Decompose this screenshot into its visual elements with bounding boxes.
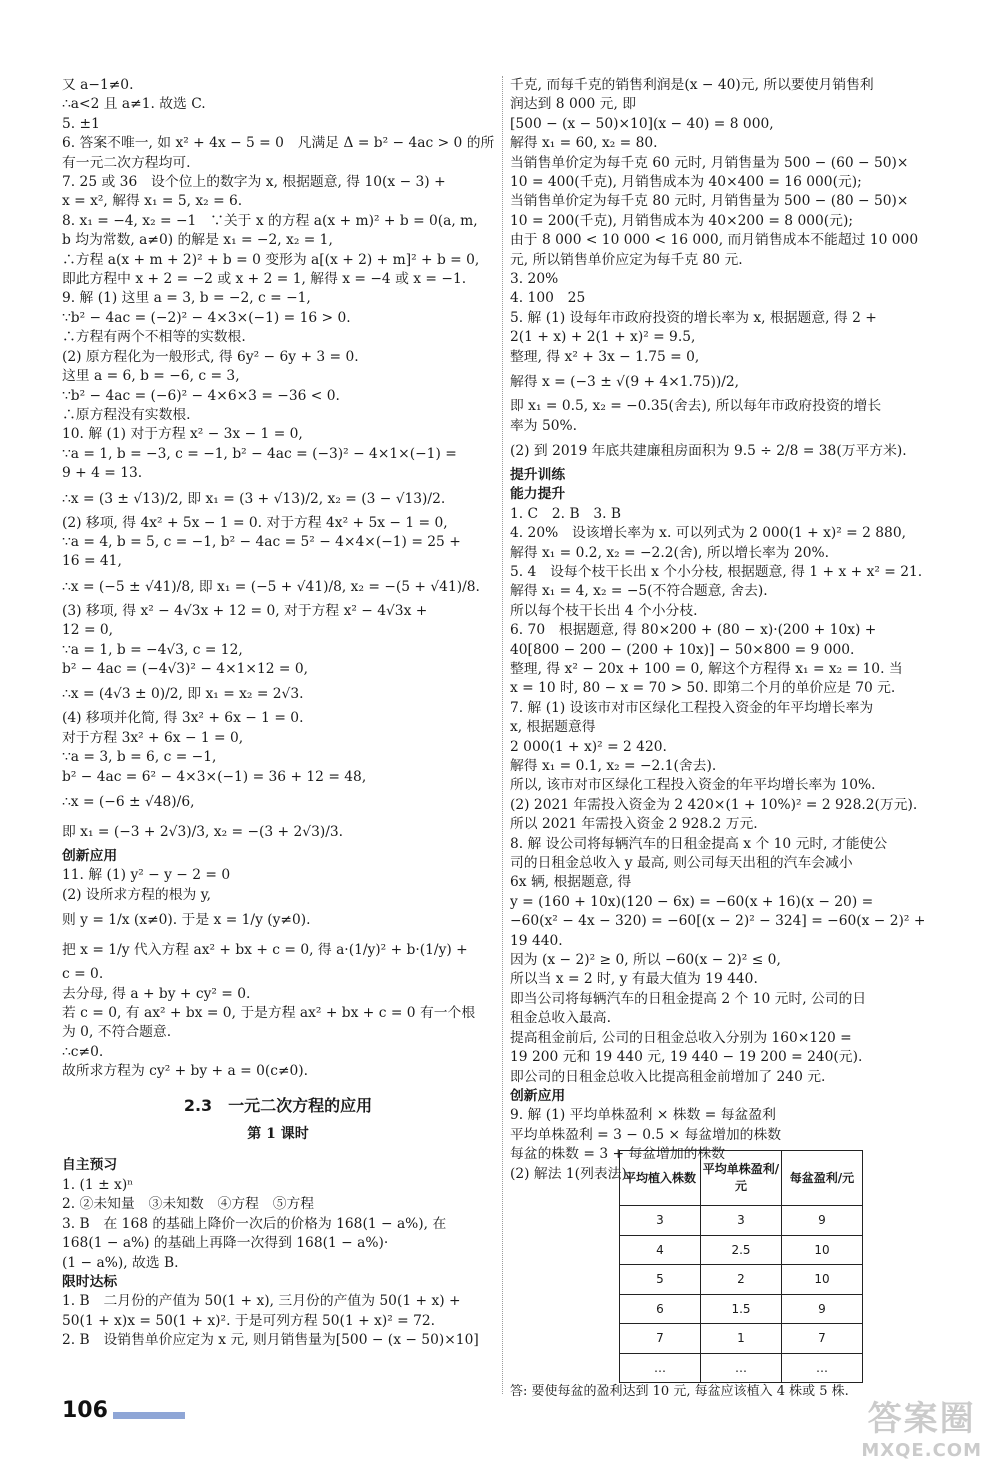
text-line: 解得 x₁ = 4, x₂ = −5(不符合题意, 舍去). (510, 583, 768, 600)
text-line: x = 10 时, 80 − x = 70 > 50. 即第二个月的单价应是 70 元. (510, 680, 896, 697)
table-cell: 1.5 (701, 1294, 782, 1324)
text-line: 这里 a = 6, b = −6, c = 3, (62, 368, 240, 385)
text-line: 1. B 二月份的产值为 50(1 + x), 三月份的产值为 50(1 + x) + (62, 1293, 461, 1310)
text-line: 19 440. (510, 932, 563, 949)
text-line: 5. ±1 (62, 115, 100, 132)
text-line: 2 000(1 + x)² = 2 420. (510, 738, 667, 755)
page-number-bar (113, 1412, 185, 1419)
text-line: (2) 设所求方程的根为 y, (62, 886, 212, 903)
table-header-cell: 平均植入株数 (620, 1151, 701, 1206)
text-line: (2) 到 2019 年底共建廉租房面积为 9.5 ÷ 2/8 = 38(万平方米). (510, 442, 907, 459)
table-cell: 2 (701, 1265, 782, 1295)
left-innovation-block (62, 866, 494, 1081)
text-line: 10. 解 (1) 对于方程 x² − 3x − 1 = 0, (62, 426, 303, 443)
text-line: 去分母, 得 a + by + cy² = 0. (62, 985, 251, 1002)
table-cell: 7 (620, 1324, 701, 1354)
table-header-cell: 每盆盈利/元 (782, 1151, 863, 1206)
table-cell: 9 (782, 1294, 863, 1324)
text-line: ∵a = 3, b = 6, c = −1, (62, 749, 217, 766)
text-line: 所以, 该市对市区绿化工程投入资金的年平均增长率为 10%. (510, 777, 876, 794)
text-line: 16 = 41, (62, 553, 122, 570)
text-line: 租金总收入最高. (510, 1010, 611, 1027)
text-line: 5. 4 设每个枝干长出 x 个小分枝, 根据题意, 得 1 + x + x² = 21. (510, 563, 923, 580)
text-line: 即当公司将每辆汽车的日租金提高 2 个 10 元时, 公司的日 (510, 990, 867, 1007)
watermark-logo (861, 1391, 982, 1461)
text-line: y = (160 + 10x)(120 − 6x) = −60(x + 16)(x − 20) = (510, 893, 874, 910)
text-line: 有一元二次方程均可. (62, 154, 191, 171)
table-row (620, 1265, 863, 1295)
table-row (620, 1294, 863, 1324)
text-line: 司的日租金总收入 y 最高, 则公司每天出租的汽车会减小 (510, 855, 853, 872)
right-answers-block (510, 76, 942, 466)
text-line: (4) 移项并化简, 得 3x² + 6x − 1 = 0. (62, 710, 304, 727)
text-line: 7. 25 或 36 设个位上的数字为 x, 根据题意, 得 10(x − 3) + (62, 174, 446, 191)
text-line: 5. 解 (1) 设每年市政府投资的增长率为 x, 根据题意, 得 2 + (510, 309, 877, 326)
table-row (620, 1324, 863, 1354)
table-cell: 3 (620, 1206, 701, 1236)
text-line: 1. (1 ± x)ⁿ (62, 1176, 134, 1193)
text-line: −60(x² − 4x − 320) = −60[(x − 2)² − 324] = −60(x − 2)² + (510, 913, 926, 930)
text-line: 9 + 4 = 13. (62, 465, 143, 482)
table-header-cell: 平均单株盈利/元 (701, 1151, 782, 1206)
text-line: ∴x = (−5 ± √41)/8, 即 x₁ = (−5 + √41)/8, x₂ = −(5 + √41)/8. (62, 578, 480, 595)
text-line: 提高租金前后, 公司的日租金总收入分别为 160×120 = (510, 1029, 852, 1046)
text-line: 润达到 8 000 元, 即 (510, 96, 637, 113)
text-line: (2) 原方程化为一般形式, 得 6y² − 6y + 3 = 0. (62, 348, 359, 365)
heading-innovation-right: 创新应用 (510, 1087, 566, 1104)
text-line: 若 c = 0, 有 ax² + bx = 0, 于是方程 ax² + bx + c = 0 有一个根 (62, 1005, 476, 1022)
heading-timed-practice: 限时达标 (62, 1273, 118, 1290)
text-line: ∴x = (4√3 ± 0)/2, 即 x₁ = x₂ = 2√3. (62, 686, 304, 703)
text-line: 所以每个枝干长出 4 个小分枝. (510, 602, 698, 619)
text-line: 1. C 2. B 3. B (510, 505, 622, 522)
text-line: b² − 4ac = (−4√3)² − 4×1×12 = 0, (62, 660, 309, 677)
text-line: 因为 (x − 2)² ≥ 0, 所以 −60(x − 2)² ≤ 0, (510, 952, 781, 969)
column-divider (502, 76, 503, 1394)
text-line: 把 x = 1/y 代入方程 ax² + bx + c = 0, 得 a·(1/y)² + b·(1/y) + (62, 942, 468, 959)
text-line: 9. 解 (1) 平均单株盈利 × 株数 = 每盆盈利 (510, 1107, 776, 1124)
text-line: 当销售单价定为每千克 80 元时, 月销售量为 500 − (80 − 50)× (510, 193, 909, 210)
text-line: 即公司的日租金总收入比提高租金前增加了 240 元. (510, 1068, 826, 1085)
text-line: 8. 解 设公司将每辆汽车的日租金提高 x 个 10 元时, 才能使公 (510, 835, 888, 852)
watermark-url: MXQE.COM (861, 1440, 982, 1461)
table-cell: 7 (782, 1324, 863, 1354)
text-line: (2) 移项, 得 4x² + 5x − 1 = 0. 对于方程 4x² + 5x − 1 = 0, (62, 514, 448, 531)
text-line: 10 = 400(千克), 月销售成本为 40×400 = 16 000(元); (510, 174, 862, 191)
text-line: c = 0. (62, 966, 104, 983)
text-line: 50(1 + x)x = 50(1 + x)². 于是可列方程 50(1 + x)² = 72. (62, 1312, 436, 1329)
text-line: 率为 50%. (510, 417, 578, 434)
table-row (620, 1206, 863, 1236)
heading-innovation-left: 创新应用 (62, 848, 118, 864)
self-preview-block (62, 1176, 494, 1273)
heading-improvement: 提升训练 (510, 466, 566, 483)
text-line: 即此方程中 x + 2 = −2 或 x + 2 = 1, 解得 x = −4 或 x = −1. (62, 271, 467, 288)
table-cell: 6 (620, 1294, 701, 1324)
final-answer: 答: 要使每盆的盈利达到 10 元, 每盆应该植入 4 株或 5 株. (510, 1384, 849, 1399)
text-line: 所以 2021 年需投入资金 2 928.2 万元. (510, 816, 758, 833)
text-line: 解得 x₁ = 0.2, x₂ = −2.2(舍), 所以增长率为 20%. (510, 544, 830, 561)
left-answers-block (62, 76, 494, 847)
text-line: ∴方程有两个不相等的实数根. (62, 329, 246, 346)
table-cell: … (701, 1353, 782, 1383)
text-line: ∵a = 1, b = −3, c = −1, b² − 4ac = (−3)² − 4×1×(−1) = (62, 445, 457, 462)
text-line: ∴x = (3 ± √13)/2, 即 x₁ = (3 + √13)/2, x₂ = (3 − √13)/2. (62, 490, 446, 507)
text-line: 千克, 而每千克的销售利润是(x − 40)元, 所以要使月销售利 (510, 77, 874, 93)
lesson-title: 第 1 课时 (247, 1126, 309, 1143)
text-line: 3. 20% (510, 271, 559, 288)
table-cell: 10 (782, 1265, 863, 1295)
text-line: 又 a−1≠0. (62, 77, 134, 93)
table-row (620, 1353, 863, 1383)
text-line: 元, 所以销售单价应定为每千克 80 元. (510, 251, 743, 268)
text-line: b² − 4ac = 6² − 4×3×(−1) = 36 + 12 = 48, (62, 768, 367, 785)
text-line: 所以当 x = 2 时, y 有最大值为 19 440. (510, 971, 758, 988)
text-line: 2. ②未知量 ③未知数 ④方程 ⑤方程 (62, 1196, 315, 1213)
section-title: 2.3 一元二次方程的应用 (183, 1095, 373, 1115)
table-cell: 4 (620, 1235, 701, 1265)
table-cell: 1 (701, 1324, 782, 1354)
text-line: 4. 100 25 (510, 290, 586, 307)
text-line: (1 − a%), 故选 B. (62, 1254, 179, 1271)
text-line: 8. x₁ = −4, x₂ = −1 ∵关于 x 的方程 a(x + m)² + b = 0(a, m, (62, 212, 478, 229)
text-line: 168(1 − a%) 的基础上再降一次得到 168(1 − a%)· (62, 1235, 389, 1252)
text-line: 12 = 0, (62, 622, 114, 639)
text-line: 7. 解 (1) 设该市对市区绿化工程投入资金的年平均增长率为 (510, 699, 874, 716)
heading-ability: 能力提升 (510, 486, 566, 503)
heading-self-preview: 自主预习 (62, 1157, 118, 1174)
text-line: 6. 70 根据题意, 得 80×200 + (80 − x)·(200 + 10x) + (510, 622, 877, 639)
text-line: 当销售单价定为每千克 60 元时, 月销售量为 500 − (60 − 50)× (510, 154, 909, 171)
ability-block (510, 505, 942, 1087)
text-line: 4. 20% 设该增长率为 x. 可以列式为 2 000(1 + x)² = 2 880, (510, 525, 906, 542)
table-cell: 5 (620, 1265, 701, 1295)
left-column (62, 76, 494, 1351)
table-cell: 9 (782, 1206, 863, 1236)
table-cell: … (620, 1353, 701, 1383)
table-row (620, 1235, 863, 1265)
text-line: 2(1 + x) + 2(1 + x)² = 9.5, (510, 329, 696, 346)
text-line: (2) 解法 1(列表法): (510, 1165, 632, 1182)
text-line: x, 根据题意得 (510, 719, 596, 736)
text-line: ∴原方程没有实数根. (62, 406, 191, 423)
text-line: ∴方程 a(x + m + 2)² + b = 0 变形为 a[(x + 2) + m]² + b = 0, (62, 251, 480, 268)
text-line: ∴x = (−6 ± √48)/6, (62, 794, 195, 810)
text-line: 即 x₁ = 0.5, x₂ = −0.35(舍去), 所以每年市政府投资的增长 (510, 398, 882, 415)
text-line: ∵b² − 4ac = (−6)² − 4×6×3 = −36 < 0. (62, 387, 340, 404)
text-line: 即 x₁ = (−3 + 2√3)/3, x₂ = −(3 + 2√3)/3. (62, 824, 344, 840)
text-line: 整理, 得 x² − 20x + 100 = 0, 解这个方程得 x₁ = x₂ = 10. 当 (510, 660, 903, 677)
text-line: 每盆的株数 = 3 + 每盆增加的株数 (510, 1146, 726, 1163)
text-line: 9. 解 (1) 这里 a = 3, b = −2, c = −1, (62, 290, 311, 307)
text-line: 对于方程 3x² + 6x − 1 = 0, (62, 729, 244, 746)
table-cell: 3 (701, 1206, 782, 1236)
text-line: 解得 x₁ = 60, x₂ = 80. (510, 135, 658, 152)
text-line: 由于 8 000 < 10 000 < 16 000, 而月销售成本不能超过 10 000 (510, 232, 919, 249)
page-number: 106 (62, 1398, 108, 1423)
table-body (620, 1206, 863, 1383)
table-cell: … (782, 1353, 863, 1383)
text-line: 故所求方程为 cy² + by + a = 0(c≠0). (62, 1063, 309, 1080)
text-line: ∵a = 4, b = 5, c = −1, b² − 4ac = 5² − 4×4×(−1) = 25 + (62, 533, 461, 550)
text-line: 11. 解 (1) y² − y − 2 = 0 (62, 867, 231, 884)
planting-table (619, 1150, 863, 1383)
text-line: 19 200 元和 19 440 元, 19 440 − 19 200 = 240(元). (510, 1049, 863, 1066)
text-line: 解得 x = (−3 ± √(9 + 4×1.75))/2, (510, 374, 740, 391)
timed-practice-block (62, 1292, 494, 1350)
text-line: 3. B 在 168 的基础上降价一次后的价格为 168(1 − a%), 在 (62, 1215, 447, 1232)
text-line: [500 − (x − 50)×10](x − 40) = 8 000, (510, 115, 774, 132)
text-line: 40[800 − 200 − (200 + 10x)] − 50×800 = 9 000. (510, 641, 855, 658)
text-line: 整理, 得 x² + 3x − 1.75 = 0, (510, 348, 700, 365)
text-line: x = x², 解得 x₁ = 5, x₂ = 6. (62, 193, 243, 210)
text-line: (3) 移项, 得 x² − 4√3x + 12 = 0, 对于方程 x² − 4√3x + (62, 602, 428, 619)
text-line: 解得 x₁ = 0.1, x₂ = −2.1(舍去). (510, 758, 717, 774)
text-line: (2) 2021 年需投入资金为 2 420×(1 + 10%)² = 2 928.2(万元). (510, 796, 918, 813)
text-line: 平均单株盈利 = 3 − 0.5 × 每盆增加的株数 (510, 1126, 782, 1143)
text-line: 为 0, 不符合题意. (62, 1024, 172, 1041)
text-line: b 均为常数, a≠0) 的解是 x₁ = −2, x₂ = 1, (62, 232, 333, 249)
text-line: ∴c≠0. (62, 1043, 104, 1060)
right-column (510, 76, 942, 1184)
table-cell: 10 (782, 1235, 863, 1265)
text-line: ∵a = 1, b = −4√3, c = 12, (62, 641, 243, 658)
text-line: 10 = 200(千克), 月销售成本为 40×200 = 8 000(元); (510, 212, 854, 229)
text-line: ∴a<2 且 a≠1. 故选 C. (62, 96, 206, 113)
text-line: ∵b² − 4ac = (−2)² − 4×3×(−1) = 16 > 0. (62, 309, 351, 326)
text-line: 6x 辆, 根据题意, 得 (510, 874, 632, 891)
table-header-row (620, 1151, 863, 1206)
text-line: 2. B 设销售单价应定为 x 元, 则月销售量为[500 − (x − 50)×10] (62, 1332, 479, 1349)
text-line: 则 y = 1/x (x≠0). 于是 x = 1/y (y≠0). (62, 912, 311, 929)
watermark-text: 答案圈 (867, 1399, 976, 1439)
table-cell: 2.5 (701, 1235, 782, 1265)
text-line: 6. 答案不唯一, 如 x² + 4x − 5 = 0 凡满足 Δ = b² − 4ac > 0 的所 (62, 135, 494, 152)
